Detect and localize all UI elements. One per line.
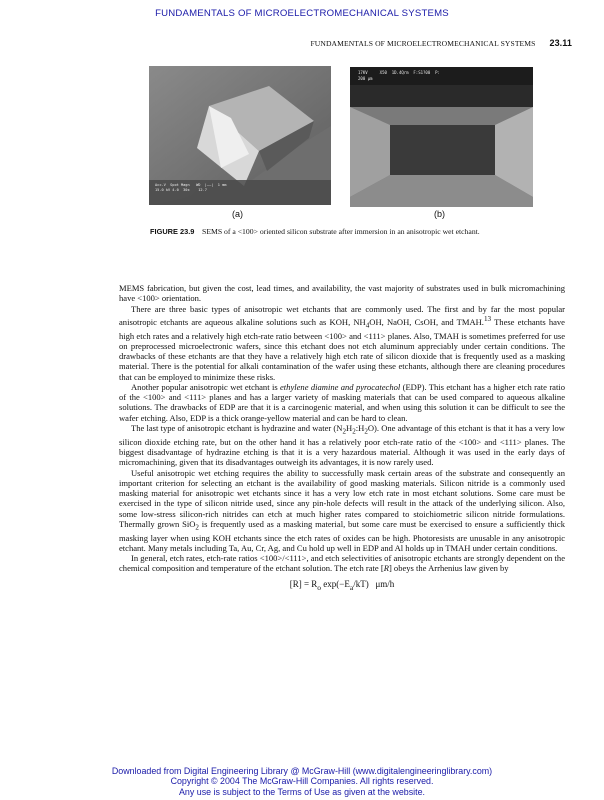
- running-head-title: FUNDAMENTALS OF MICROELECTROMECHANICAL SYSTEMS: [310, 39, 536, 48]
- sem-databar-b: 17KV X50 1D.4Qrm F:S1?00 P: 200 μm: [358, 70, 440, 81]
- equation-unit: μm/h: [375, 578, 395, 589]
- paragraph-4: The last type of anisotropic etchant is hydrazine and water $(N_2H_2:H_2O)$. One advantage of this etchant is that it has a very low silicon dioxide etching rate, but on the other hand it has a relatively poor etch-rate ratio of the <100> and <111> planes. The biggest disadvantage of hydrazine etching is that it is a very hazardous material. Although it was used in the early days of micromachining, given that its disadvantages outweigh its advantages, it is now rarely used.: [119, 422, 565, 468]
- subfigure-label-a: (a): [232, 209, 243, 219]
- body-text: [119, 283, 565, 593]
- figure-caption-text: SEMS of a <100> oriented silicon substrate after immersion in an anisotropic wet etchant.: [202, 227, 480, 236]
- paragraph-5: Useful anisotropic wet etching requires the ability to successfully mask certain areas of the substrate and consequently an important criterion for selecting an etchant is the availability of good masking materials. Silicon nitride is a commonly used masking material for anisotropic wet etchants since it has a very low etch rate in most etchant solutions. Some care must be exercised in the type of silicon nitride used, since any pin-hole defects will result in the attack of the underlying silicon. Also, some low-stress silicon-rich nitrides can etch at much higher rates compared to stoichiometric silicon nitride formulations. Thermally grown SiO$_2$ is frequently used as a masking material, but some care must be exercised to ensure a sufficiently thick masking layer when using KOH etchants since the etch rates of oxides can be high. Photoresists are unusable in any anisotropic etchant. Many metals including Ta, Au, Cr, Ag, and Cu hold up well in EDP and Al holds up in TMAH under certain conditions.: [119, 467, 566, 553]
- paragraph-1: MEMS fabrication, but given the cost, lead times, and availability, the vast majority of substrates used in bulk micromachining have <100> orientation.: [119, 283, 565, 304]
- sem-image-b: [350, 67, 533, 207]
- footer-line-1[interactable]: Downloaded from Digital Engineering Library @ McGraw-Hill (www.digitalengineeringlibrary.com): [111, 766, 493, 776]
- page-number: 23.11: [549, 38, 572, 48]
- paragraph-2: There are three basic types of anisotropic wet etchants that are commonly used. The first and by far the most popular anisotropic etchants are aqueous alkaline solutions such as KOH, $NH_4OH$, NaOH, CsOH, and TMAH.$^{13}$ These etchants have high etch rates and a relatively high etch-rate ratio between <100> and <111> planes. Also, TMAH is sometimes preferred for use on preprocessed microelectronic wafers, since this etchant does not etch aluminum appreciably under certain conditions. The drawbacks of these etchants are that they have a relatively high etch rate of silicon dioxide that is frequently used as a masking material. There is the potential for alkali contamination of the wafer using these etchants, although there are cleaning procedures that can be employed to minimize these risks.: [119, 303, 565, 382]
- subfigure-label-b: (b): [434, 209, 445, 219]
- running-head: [270, 38, 572, 48]
- footer-line-3: Any use is subject to the Terms of Use as given at the website.: [179, 786, 425, 797]
- footer-line-2: Copyright © 2004 The McGraw-Hill Companies. All rights reserved.: [170, 776, 434, 787]
- arrhenius-equation: $[R] = R_o$ $\exp(-E_a/kT)$ μm/h: [289, 578, 395, 592]
- figure-caption: [150, 227, 565, 237]
- download-footer: [0, 766, 604, 797]
- figure-caption-label: FIGURE 23.9: [150, 227, 195, 236]
- download-banner: FUNDAMENTALS OF MICROELECTROMECHANICAL SYSTEMS: [155, 8, 449, 19]
- sem-image-a: [149, 66, 331, 205]
- paragraph-3: Another popular anisotropic wet etchant is ethylene diamine and pyrocatechol (EDP). This etchant has a higher etch rate ratio of the <100> and <111> planes and has a larger variety of masking materials that can be used compared to aqueous alkaline solutions. The drawbacks of EDP are that it is a carcinogenic material, and when using this solution it can be difficult to see the wafer etching. Also, EDP is a thick orange-yellow material and can be hard to clean.: [119, 381, 565, 423]
- paragraph-6: In general, etch rates, etch-rate ratios <100>/<111>, and etch selectivities of anisotropic etchants are strongly dependent on the chemical composition and temperature of the etchant solution. The etch rate [R] obeys the Arrhenius law given by: [119, 553, 565, 574]
- sem-databar-a: Acc.V Spot Magn WD |——| 1 mm 15.0 kV 4.0 30x 12.7: [155, 183, 227, 192]
- reference-13: 13: [483, 314, 492, 323]
